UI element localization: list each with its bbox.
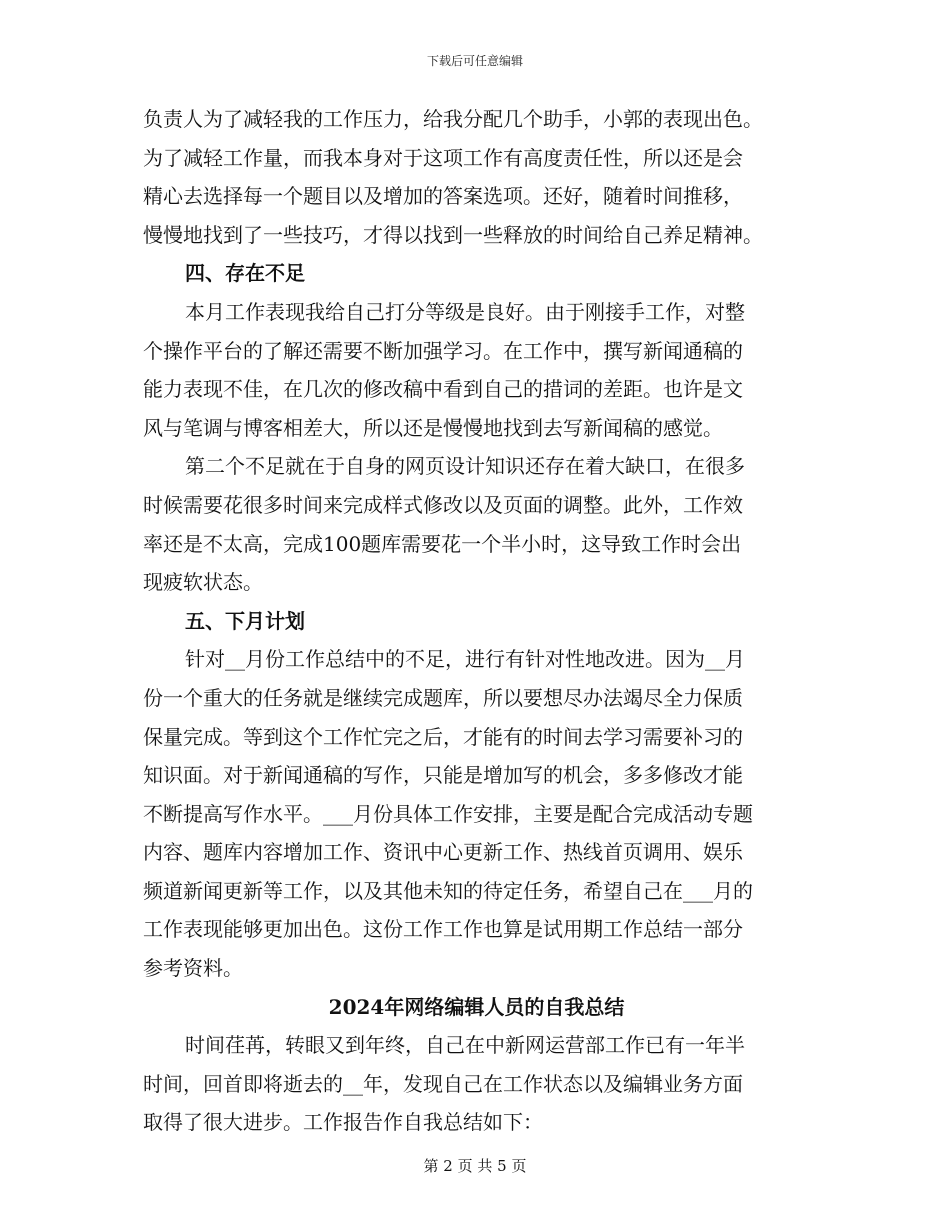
- paragraph-line: 风与笔调与博客相差大，所以还是慢慢地找到去写新闻稿的感觉。: [143, 415, 723, 440]
- paragraph-line: 精心去选择每一个题目以及增加的答案选项。还好，随着时间推移，: [143, 184, 743, 209]
- paragraph-line: 能力表现不佳，在几次的修改稿中看到自己的措词的差距。也许是文: [143, 377, 743, 402]
- paragraph-line: 时间，回首即将逝去的__年，发现自己在工作状态以及编辑业务方面: [143, 1071, 743, 1096]
- section-heading: 五、下月计划: [185, 608, 305, 633]
- paragraph-line: 不断提高写作水平。___月份具体工作安排，主要是配合完成活动专题: [143, 801, 753, 826]
- paragraph-line: 率还是不太高，完成100题库需要花一个半小时，这导致工作时会出: [143, 531, 742, 556]
- paragraph-line: 工作表现能够更加出色。这份工作工作也算是试用期工作总结一部分: [143, 917, 743, 942]
- page-header: 下载后可任意编辑: [426, 54, 523, 68]
- paragraph-line: 内容、题库内容增加工作、资讯中心更新工作、热线首页调用、娱乐: [143, 840, 743, 865]
- paragraph-line: 为了减轻工作量，而我本身对于这项工作有高度责任性，所以还是会: [143, 145, 743, 170]
- paragraph-line: 时间荏苒，转眼又到年终，自己在中新网运营部工作已有一年半: [185, 1033, 745, 1058]
- paragraph-line: 份一个重大的任务就是继续完成题库，所以要想尽办法竭尽全力保质: [143, 685, 743, 710]
- paragraph-line: 慢慢地找到了一些技巧，才得以找到一些释放的时间给自己养足精神。: [143, 222, 763, 247]
- document-title: 2024年网络编辑人员的自我总结: [328, 994, 625, 1019]
- paragraph-line: 取得了很大进步。工作报告作自我总结如下：: [143, 1110, 543, 1135]
- document-body: [143, 100, 810, 1142]
- section-heading: 四、存在不足: [185, 261, 305, 286]
- paragraph-line: 个操作平台的了解还需要不断加强学习。在工作中，撰写新闻通稿的: [143, 338, 743, 363]
- paragraph-line: 现疲软状态。: [143, 570, 263, 595]
- paragraph-line: 本月工作表现我给自己打分等级是良好。由于刚接手工作，对整: [185, 299, 745, 324]
- paragraph-line: 知识面。对于新闻通稿的写作，只能是增加写的机会，多多修改才能: [143, 763, 743, 788]
- paragraph-line: 参考资料。: [143, 956, 243, 981]
- paragraph-line: 针对__月份工作总结中的不足，进行有针对性地改进。因为__月: [185, 647, 745, 672]
- paragraph-line: 频道新闻更新等工作，以及其他未知的待定任务，希望自己在___月的: [143, 878, 753, 903]
- paragraph-line: 时候需要花很多时间来完成样式修改以及页面的调整。此外，工作效: [143, 492, 743, 517]
- paragraph-line: 保量完成。等到这个工作忙完之后，才能有的时间去学习需要补习的: [143, 724, 743, 749]
- paragraph-line: 负责人为了减轻我的工作压力，给我分配几个助手，小郭的表现出色。: [143, 107, 763, 131]
- paragraph-line: 第二个不足就在于自身的网页设计知识还存在着大缺口，在很多: [185, 454, 745, 479]
- page-footer: 第 2 页 共 5 页: [423, 1157, 527, 1175]
